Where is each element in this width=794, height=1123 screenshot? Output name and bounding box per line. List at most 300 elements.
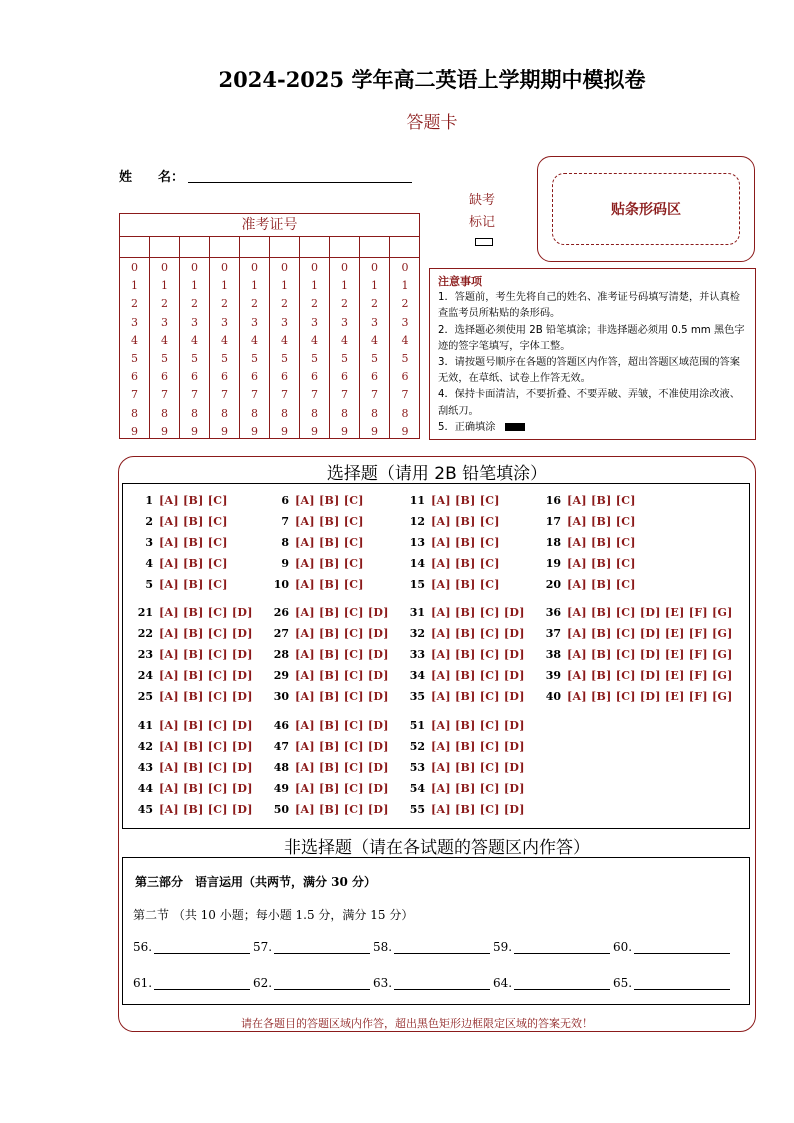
question-49[interactable] bbox=[269, 782, 389, 795]
answer-options[interactable]: [A] [B] [C] [D] bbox=[431, 719, 525, 732]
answer-options[interactable]: [A] [B] [C] bbox=[567, 494, 636, 507]
exam-number-digit[interactable]: 9 bbox=[401, 424, 409, 438]
exam-number-digit[interactable]: 5 bbox=[251, 352, 258, 366]
exam-number-digit[interactable]: 2 bbox=[221, 297, 228, 311]
exam-number-digit[interactable]: 3 bbox=[131, 315, 138, 329]
question-34[interactable] bbox=[405, 669, 525, 682]
exam-number-digit[interactable]: 1 bbox=[161, 279, 168, 293]
exam-number-digit[interactable]: 7 bbox=[401, 388, 409, 402]
answer-options[interactable]: [A] [B] [C] bbox=[159, 494, 228, 507]
exam-number-digit[interactable]: 4 bbox=[131, 333, 138, 347]
blank-line[interactable] bbox=[634, 977, 730, 990]
answer-options[interactable]: [A] [B] [C] [D] bbox=[295, 740, 389, 753]
exam-number-digit[interactable]: 4 bbox=[161, 333, 168, 347]
answer-options[interactable]: [A] [B] [C] bbox=[431, 494, 500, 507]
answer-options[interactable]: [A] [B] [C] bbox=[295, 536, 364, 549]
answer-options[interactable]: [A] [B] [C] bbox=[159, 515, 228, 528]
answer-options[interactable]: [A] [B] [C] bbox=[159, 578, 228, 591]
exam-number-column bbox=[270, 236, 300, 439]
answer-options[interactable]: [A] [B] [C] [D] bbox=[295, 719, 389, 732]
exam-number-digit[interactable]: 8 bbox=[161, 406, 168, 420]
answer-options[interactable]: [A] [B] [C] bbox=[295, 557, 364, 570]
exam-number-digit[interactable]: 7 bbox=[221, 388, 228, 402]
exam-number-digit[interactable]: 8 bbox=[341, 406, 348, 420]
question-38[interactable] bbox=[541, 648, 733, 661]
exam-number-digit[interactable]: 3 bbox=[191, 315, 198, 329]
exam-number-digit[interactable]: 5 bbox=[311, 352, 318, 366]
exam-number-digit[interactable]: 0 bbox=[221, 261, 228, 274]
question-39[interactable] bbox=[541, 669, 733, 682]
exam-number-digit-box[interactable] bbox=[330, 236, 359, 258]
answer-options[interactable]: [A] [B] [C] [D] bbox=[431, 803, 525, 816]
exam-number-digit[interactable]: 6 bbox=[341, 370, 348, 384]
exam-number-column bbox=[120, 236, 150, 439]
question-4[interactable] bbox=[133, 557, 228, 570]
exam-number-digit[interactable]: 5 bbox=[191, 352, 198, 366]
barcode-label: 贴条形码区 bbox=[552, 173, 740, 245]
note-item: 1．答题前，考生先将自己的姓名、准考证号码填写清楚，并认真检查监考员所粘贴的条形码。 bbox=[438, 292, 740, 320]
exam-number-digit[interactable]: 0 bbox=[161, 261, 168, 274]
answer-options[interactable]: [A] [B] [C] [D] bbox=[159, 690, 253, 703]
exam-number-digit[interactable]: 0 bbox=[401, 261, 409, 274]
exam-number-grid bbox=[119, 213, 420, 439]
exam-number-digit[interactable]: 0 bbox=[251, 261, 258, 274]
question-35[interactable] bbox=[405, 690, 525, 703]
answer-options[interactable]: [A] [B] [C] bbox=[295, 494, 364, 507]
question-number: 10 bbox=[273, 578, 289, 591]
question-1[interactable] bbox=[133, 494, 228, 507]
exam-number-digit[interactable]: 8 bbox=[371, 406, 378, 420]
exam-number-digit[interactable]: 1 bbox=[311, 279, 318, 293]
answer-blank[interactable]: 61. bbox=[133, 976, 250, 990]
exam-number-digit-box[interactable] bbox=[300, 236, 329, 258]
answer-blank[interactable]: 59. bbox=[493, 940, 610, 954]
exam-number-digit[interactable]: 4 bbox=[341, 333, 348, 347]
exam-number-digit[interactable]: 0 bbox=[281, 261, 288, 274]
exam-number-digit[interactable]: 7 bbox=[341, 388, 348, 402]
question-number: 18 bbox=[545, 536, 561, 549]
answer-options[interactable]: [A] [B] [C] [D] bbox=[295, 648, 389, 661]
blank-line[interactable] bbox=[154, 977, 250, 990]
exam-number-digit[interactable]: 1 bbox=[191, 279, 198, 293]
question-42[interactable] bbox=[133, 740, 253, 753]
answer-options[interactable]: [A] [B] [C] [D] bbox=[431, 782, 525, 795]
exam-number-digit[interactable]: 4 bbox=[251, 333, 258, 347]
question-22[interactable] bbox=[133, 627, 253, 640]
question-8[interactable] bbox=[269, 536, 364, 549]
exam-number-digit[interactable]: 7 bbox=[131, 388, 138, 402]
question-5[interactable] bbox=[133, 578, 228, 591]
question-number: 9 bbox=[281, 557, 289, 570]
answer-options[interactable]: [A] [B] [C] [D] bbox=[159, 648, 253, 661]
question-44[interactable] bbox=[133, 782, 253, 795]
page-title: 2024-2025 学年高二英语上学期期中模拟卷 bbox=[218, 67, 646, 92]
answer-options[interactable]: [A] [B] [C] bbox=[295, 515, 364, 528]
question-28[interactable] bbox=[269, 648, 389, 661]
question-number: 22 bbox=[137, 627, 153, 640]
exam-number-digit[interactable]: 4 bbox=[311, 333, 318, 347]
question-25[interactable] bbox=[133, 690, 253, 703]
exam-number-digit[interactable]: 8 bbox=[221, 406, 228, 420]
question-33[interactable] bbox=[405, 648, 525, 661]
answer-options[interactable]: [A] [B] [C] [D] [E] [F] [G] bbox=[567, 627, 733, 640]
answer-options[interactable]: [A] [B] [C] [D] [E] [F] [G] bbox=[567, 669, 733, 682]
exam-number-digit[interactable]: 1 bbox=[401, 279, 409, 293]
exam-number-digit[interactable]: 1 bbox=[221, 279, 228, 293]
question-12[interactable] bbox=[405, 515, 500, 528]
exam-number-digit[interactable]: 2 bbox=[191, 297, 198, 311]
answer-options[interactable]: [A] [B] [C] [D] bbox=[295, 803, 389, 816]
answer-options[interactable]: [A] [B] [C] [D] bbox=[295, 606, 389, 619]
question-10[interactable] bbox=[269, 578, 364, 591]
exam-number-label: 准考证号 bbox=[120, 214, 419, 237]
exam-number-digit[interactable]: 0 bbox=[341, 261, 348, 274]
question-13[interactable] bbox=[405, 536, 500, 549]
question-23[interactable] bbox=[133, 648, 253, 661]
exam-number-digit[interactable]: 6 bbox=[251, 370, 258, 384]
exam-number-digit[interactable]: 8 bbox=[131, 406, 138, 420]
blank-line[interactable] bbox=[274, 941, 370, 954]
question-number: 55 bbox=[409, 803, 425, 816]
exam-number-digit[interactable]: 6 bbox=[311, 370, 318, 384]
question-number: 15 bbox=[409, 578, 425, 591]
question-47[interactable] bbox=[269, 740, 389, 753]
question-11[interactable] bbox=[405, 494, 500, 507]
exam-number-digit[interactable]: 5 bbox=[161, 352, 168, 366]
question-18[interactable] bbox=[541, 536, 636, 549]
exam-number-digit[interactable]: 4 bbox=[281, 333, 288, 347]
answer-options[interactable]: [A] [B] [C] bbox=[431, 578, 500, 591]
fill-sample-icon bbox=[505, 423, 525, 431]
nonchoice-section-title: 非选择题（请在各试题的答题区内作答） bbox=[284, 838, 590, 858]
exam-number-digit[interactable]: 6 bbox=[131, 370, 138, 384]
answer-blank[interactable]: 63. bbox=[373, 976, 490, 990]
exam-number-digit[interactable]: 6 bbox=[191, 370, 198, 384]
question-19[interactable] bbox=[541, 557, 636, 570]
exam-number-digit[interactable]: 5 bbox=[131, 352, 138, 366]
note-item: 5．正确填涂 bbox=[438, 420, 747, 436]
exam-number-digit[interactable]: 9 bbox=[281, 424, 288, 438]
answer-options[interactable]: [A] [B] [C] [D] bbox=[159, 627, 253, 640]
exam-number-digit[interactable]: 3 bbox=[161, 315, 168, 329]
answer-blank[interactable]: 57. bbox=[253, 940, 370, 954]
exam-number-digit[interactable]: 5 bbox=[371, 352, 378, 366]
exam-number-digit[interactable]: 6 bbox=[161, 370, 168, 384]
part3-heading: 第三部分 语言运用（共两节，满分 30 分） bbox=[135, 875, 377, 889]
question-number: 45 bbox=[137, 803, 153, 816]
barcode-area bbox=[537, 156, 755, 262]
exam-number-digit[interactable]: 8 bbox=[191, 406, 198, 420]
exam-number-digit[interactable]: 3 bbox=[251, 315, 258, 329]
exam-number-digit[interactable]: 6 bbox=[371, 370, 378, 384]
exam-number-digit[interactable]: 4 bbox=[371, 333, 378, 347]
question-31[interactable] bbox=[405, 606, 525, 619]
answer-options[interactable]: [A] [B] [C] bbox=[567, 536, 636, 549]
name-field[interactable] bbox=[188, 182, 412, 183]
exam-number-digit[interactable]: 3 bbox=[401, 315, 409, 329]
exam-number-digit[interactable]: 8 bbox=[401, 406, 409, 420]
question-54[interactable] bbox=[405, 782, 525, 795]
notes-title: 注意事项 bbox=[438, 275, 482, 288]
question-number: 49 bbox=[273, 782, 289, 795]
answer-options[interactable]: [A] [B] [C] [D] bbox=[431, 690, 525, 703]
exam-number-digit[interactable]: 9 bbox=[371, 424, 378, 438]
exam-number-digit[interactable]: 3 bbox=[371, 315, 378, 329]
answer-options[interactable]: [A] [B] [C] [D] bbox=[431, 627, 525, 640]
exam-number-digit-box[interactable] bbox=[390, 236, 420, 258]
exam-number-digit-box[interactable] bbox=[360, 236, 389, 258]
exam-number-digit[interactable]: 2 bbox=[251, 297, 258, 311]
question-number: 3 bbox=[145, 536, 153, 549]
exam-number-digit[interactable]: 6 bbox=[401, 370, 409, 384]
question-number: 48 bbox=[273, 761, 289, 774]
exam-number-digit[interactable]: 2 bbox=[281, 297, 288, 311]
exam-number-digit-box[interactable] bbox=[270, 236, 299, 258]
exam-number-digit[interactable]: 1 bbox=[281, 279, 288, 293]
question-number: 13 bbox=[409, 536, 425, 549]
exam-number-digit[interactable]: 5 bbox=[341, 352, 348, 366]
blank-line[interactable] bbox=[394, 977, 490, 990]
answer-options[interactable]: [A] [B] [C] [D] bbox=[159, 761, 253, 774]
exam-number-digit[interactable]: 2 bbox=[161, 297, 168, 311]
answer-blank[interactable]: 64. bbox=[493, 976, 610, 990]
answer-options[interactable]: [A] [B] [C] bbox=[159, 536, 228, 549]
answer-options[interactable]: [A] [B] [C] [D] [E] [F] [G] bbox=[567, 648, 733, 661]
blank-line[interactable] bbox=[514, 977, 610, 990]
answer-options[interactable]: [A] [B] [C] bbox=[431, 536, 500, 549]
exam-number-digit[interactable]: 4 bbox=[221, 333, 228, 347]
question-number: 46 bbox=[273, 719, 289, 732]
question-36[interactable] bbox=[541, 606, 733, 619]
blank-line[interactable] bbox=[394, 941, 490, 954]
question-46[interactable] bbox=[269, 719, 389, 732]
question-number: 4 bbox=[145, 557, 153, 570]
question-6[interactable] bbox=[269, 494, 364, 507]
answer-options[interactable]: [A] [B] [C] [D] bbox=[295, 690, 389, 703]
question-52[interactable] bbox=[405, 740, 525, 753]
exam-number-digit[interactable]: 3 bbox=[341, 315, 348, 329]
exam-number-digit[interactable]: 0 bbox=[131, 261, 138, 274]
note-item: 3．请按题号顺序在各题的答题区内作答，超出答题区域范围的答案无效，在草纸、试卷上作答无效。 bbox=[438, 357, 740, 385]
exam-number-digit[interactable]: 2 bbox=[131, 297, 138, 311]
blank-line[interactable] bbox=[154, 941, 250, 954]
answer-options[interactable]: [A] [B] [C] bbox=[295, 578, 364, 591]
question-number: 20 bbox=[545, 578, 561, 591]
question-43[interactable] bbox=[133, 761, 253, 774]
exam-number-digit[interactable]: 6 bbox=[281, 370, 288, 384]
exam-number-digit[interactable]: 7 bbox=[311, 388, 318, 402]
answer-options[interactable]: [A] [B] [C] bbox=[567, 515, 636, 528]
question-number: 36 bbox=[545, 606, 561, 619]
question-55[interactable] bbox=[405, 803, 525, 816]
notes-panel bbox=[429, 268, 756, 440]
exam-number-digit[interactable]: 3 bbox=[311, 315, 318, 329]
question-15[interactable] bbox=[405, 578, 500, 591]
exam-number-column bbox=[360, 236, 390, 439]
exam-number-digit[interactable]: 9 bbox=[161, 424, 168, 438]
answer-options[interactable]: [A] [B] [C] bbox=[159, 557, 228, 570]
answer-options[interactable]: [A] [B] [C] [D] bbox=[159, 719, 253, 732]
exam-number-digit[interactable]: 1 bbox=[341, 279, 348, 293]
answer-options[interactable]: [A] [B] [C] [D] bbox=[295, 782, 389, 795]
question-9[interactable] bbox=[269, 557, 364, 570]
question-number: 39 bbox=[545, 669, 561, 682]
question-3[interactable] bbox=[133, 536, 228, 549]
question-29[interactable] bbox=[269, 669, 389, 682]
question-37[interactable] bbox=[541, 627, 733, 640]
question-48[interactable] bbox=[269, 761, 389, 774]
question-number: 41 bbox=[137, 719, 153, 732]
exam-number-digit[interactable]: 3 bbox=[221, 315, 228, 329]
answer-blank[interactable]: 58. bbox=[373, 940, 490, 954]
exam-number-digit[interactable]: 0 bbox=[191, 261, 198, 274]
exam-number-digit[interactable]: 8 bbox=[251, 406, 258, 420]
exam-number-digit[interactable]: 7 bbox=[251, 388, 258, 402]
answer-options[interactable]: [A] [B] [C] bbox=[431, 515, 500, 528]
exam-number-digit[interactable]: 0 bbox=[371, 261, 378, 274]
exam-number-digit[interactable]: 7 bbox=[371, 388, 378, 402]
exam-number-digit[interactable]: 5 bbox=[401, 352, 409, 366]
question-51[interactable] bbox=[405, 719, 525, 732]
answer-options[interactable]: [A] [B] [C] [D] bbox=[431, 761, 525, 774]
exam-number-digit[interactable]: 6 bbox=[221, 370, 228, 384]
exam-number-digit[interactable]: 2 bbox=[311, 297, 318, 311]
question-number: 37 bbox=[545, 627, 561, 640]
exam-number-digit[interactable]: 7 bbox=[281, 388, 288, 402]
question-number: 5 bbox=[145, 578, 153, 591]
question-number: 38 bbox=[545, 648, 561, 661]
question-number: 33 bbox=[409, 648, 425, 661]
answer-blank[interactable]: 60. bbox=[613, 940, 730, 954]
answer-options[interactable]: [A] [B] [C] [D] bbox=[159, 740, 253, 753]
answer-options[interactable]: [A] [B] [C] [D] [E] [F] [G] bbox=[567, 606, 733, 619]
blank-line[interactable] bbox=[634, 941, 730, 954]
question-number: 26 bbox=[273, 606, 289, 619]
answer-options[interactable]: [A] [B] [C] [D] bbox=[431, 606, 525, 619]
question-21[interactable] bbox=[133, 606, 253, 619]
exam-number-column bbox=[210, 236, 240, 439]
question-number: 35 bbox=[409, 690, 425, 703]
question-16[interactable] bbox=[541, 494, 636, 507]
answer-options[interactable]: [A] [B] [C] [D] [E] [F] [G] bbox=[567, 690, 733, 703]
question-53[interactable] bbox=[405, 761, 525, 774]
answer-options[interactable]: [A] [B] [C] [D] bbox=[295, 669, 389, 682]
question-7[interactable] bbox=[269, 515, 364, 528]
answer-options[interactable]: [A] [B] [C] bbox=[431, 557, 500, 570]
question-26[interactable] bbox=[269, 606, 389, 619]
answer-blank[interactable]: 65. bbox=[613, 976, 730, 990]
choice-box bbox=[122, 483, 750, 829]
question-number: 19 bbox=[545, 557, 561, 570]
question-number: 42 bbox=[137, 740, 153, 753]
exam-number-digit-box[interactable] bbox=[120, 236, 149, 258]
exam-number-digit[interactable]: 7 bbox=[161, 388, 168, 402]
exam-number-digit-box[interactable] bbox=[150, 236, 179, 258]
question-number: 6 bbox=[281, 494, 289, 507]
question-number: 17 bbox=[545, 515, 561, 528]
question-number: 2 bbox=[145, 515, 153, 528]
exam-number-digit[interactable]: 9 bbox=[311, 424, 318, 438]
answer-blank[interactable]: 62. bbox=[253, 976, 370, 990]
question-45[interactable] bbox=[133, 803, 253, 816]
question-number: 25 bbox=[137, 690, 153, 703]
question-24[interactable] bbox=[133, 669, 253, 682]
exam-number-digit[interactable]: 1 bbox=[251, 279, 258, 293]
question-17[interactable] bbox=[541, 515, 636, 528]
exam-number-digit[interactable]: 9 bbox=[131, 424, 138, 438]
exam-number-digit[interactable]: 7 bbox=[191, 388, 198, 402]
exam-number-digit[interactable]: 8 bbox=[281, 406, 288, 420]
question-27[interactable] bbox=[269, 627, 389, 640]
exam-number-digit[interactable]: 1 bbox=[131, 279, 138, 293]
question-14[interactable] bbox=[405, 557, 500, 570]
question-number: 21 bbox=[137, 606, 153, 619]
answer-options[interactable]: [A] [B] [C] [D] bbox=[159, 803, 253, 816]
exam-number-digit[interactable]: 2 bbox=[341, 297, 348, 311]
answer-options[interactable]: [A] [B] [C] [D] bbox=[431, 648, 525, 661]
exam-number-column bbox=[240, 236, 270, 439]
answer-options[interactable]: [A] [B] [C] [D] bbox=[431, 669, 525, 682]
blank-line[interactable] bbox=[514, 941, 610, 954]
exam-number-digit[interactable]: 0 bbox=[311, 261, 318, 274]
question-32[interactable] bbox=[405, 627, 525, 640]
answer-options[interactable]: [A] [B] [C] [D] bbox=[159, 606, 253, 619]
question-20[interactable] bbox=[541, 578, 636, 591]
question-number: 43 bbox=[137, 761, 153, 774]
exam-number-digit-box[interactable] bbox=[210, 236, 239, 258]
answer-options[interactable]: [A] [B] [C] bbox=[567, 557, 636, 570]
question-number: 16 bbox=[545, 494, 561, 507]
answer-options[interactable]: [A] [B] [C] [D] bbox=[159, 669, 253, 682]
exam-number-digit-box[interactable] bbox=[180, 236, 209, 258]
answer-blank[interactable]: 56. bbox=[133, 940, 250, 954]
exam-number-digit[interactable]: 4 bbox=[191, 333, 198, 347]
question-number: 24 bbox=[137, 669, 153, 682]
exam-number-digit[interactable]: 8 bbox=[311, 406, 318, 420]
exam-number-column bbox=[300, 236, 330, 439]
question-41[interactable] bbox=[133, 719, 253, 732]
answer-options[interactable]: [A] [B] [C] bbox=[567, 578, 636, 591]
name-label: 姓 名： bbox=[119, 170, 185, 185]
exam-number-digit[interactable]: 2 bbox=[371, 297, 378, 311]
exam-number-digit[interactable]: 5 bbox=[221, 352, 228, 366]
answer-options[interactable]: [A] [B] [C] [D] bbox=[431, 740, 525, 753]
exam-number-digit[interactable]: 9 bbox=[191, 424, 198, 438]
answer-options[interactable]: [A] [B] [C] [D] bbox=[295, 627, 389, 640]
exam-number-digit[interactable]: 1 bbox=[371, 279, 378, 293]
exam-number-digit[interactable]: 3 bbox=[281, 315, 288, 329]
exam-number-digit[interactable]: 9 bbox=[341, 424, 348, 438]
question-number: 52 bbox=[409, 740, 425, 753]
blank-line[interactable] bbox=[274, 977, 370, 990]
question-40[interactable] bbox=[541, 690, 733, 703]
answer-options[interactable]: [A] [B] [C] [D] bbox=[295, 761, 389, 774]
exam-number-digit[interactable]: 2 bbox=[401, 297, 409, 311]
question-30[interactable] bbox=[269, 690, 389, 703]
exam-number-digit[interactable]: 9 bbox=[221, 424, 228, 438]
absent-mark-box[interactable] bbox=[475, 238, 493, 246]
answer-options[interactable]: [A] [B] [C] [D] bbox=[159, 782, 253, 795]
exam-number-digit[interactable]: 5 bbox=[281, 352, 288, 366]
exam-number-digit[interactable]: 4 bbox=[401, 333, 409, 347]
page-subtitle: 答题卡 bbox=[406, 113, 458, 133]
question-50[interactable] bbox=[269, 803, 389, 816]
question-number: 40 bbox=[545, 690, 561, 703]
exam-number-digit[interactable]: 9 bbox=[251, 424, 258, 438]
section2-heading: 第二节 （共 10 小题；每小题 1.5 分，满分 15 分） bbox=[133, 908, 414, 922]
exam-number-digit-box[interactable] bbox=[240, 236, 269, 258]
question-2[interactable] bbox=[133, 515, 228, 528]
